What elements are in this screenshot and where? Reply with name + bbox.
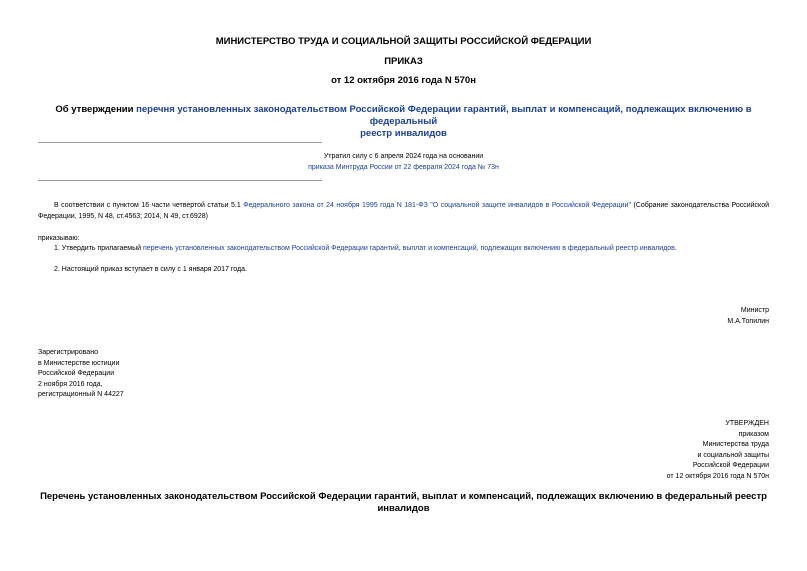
registration-line-2: в Министерстве юстиции — [38, 359, 120, 367]
doc-type-heading: ПРИКАЗ — [384, 56, 423, 67]
repeal-notice-text: Утратил силу с 6 апреля 2024 года на основании — [323, 153, 484, 160]
registration-line-4: 2 ноября 2016 года, — [38, 380, 103, 388]
registration-line-1: Зарегистрировано — [38, 349, 98, 356]
preamble-paragraph — [38, 201, 769, 222]
repeal-order-link[interactable]: приказа Минтруда России от 22 февраля 2024 года № 73н — [308, 163, 499, 171]
doc-date-heading: от 12 октября 2016 года N 570н — [331, 75, 476, 86]
document-title — [30, 104, 777, 140]
registration-line-3: Российской Федерации — [38, 370, 115, 377]
order-item-2: 2. Настоящий приказ вступает в силу с 1 января 2017 года. — [54, 266, 247, 273]
signature-position: Министр — [740, 307, 769, 314]
divider-bottom — [38, 180, 322, 181]
order-word: приказываю: — [38, 235, 80, 242]
approval-line-1: УТВЕРЖДЕН — [725, 420, 769, 427]
title-link-line1: перечня установленных законодательством Российской Федерации гарантий, выплат и компенсаций, подлежащих включению в федеральный — [136, 104, 752, 127]
approval-block — [667, 419, 769, 482]
registration-line-5: регистрационный N 44227 — [38, 391, 124, 398]
repeal-notice — [30, 152, 777, 173]
title-link-line2: реестр инвалидов — [360, 128, 447, 139]
signature-block — [727, 306, 769, 327]
list-title — [30, 491, 777, 515]
order-item-1 — [54, 244, 769, 255]
list-title-line-1: Перечень установленных законодательством Российской Федерации гарантий, выплат и компенсаций, подлежащих включению в федеральный реестр — [40, 491, 767, 502]
title-link[interactable] — [136, 104, 751, 139]
approval-line-4: и социальной защиты — [697, 451, 769, 459]
approval-line-5: Российской Федерации — [692, 462, 769, 469]
title-prefix: Об утверждении — [55, 104, 137, 115]
preamble-text-end: (Собрание законодательства Российской Федерации, 1995, N 48, ст.4563; 2014, N 49, ст.6928) — [38, 202, 769, 220]
approval-line-3: Министерства труда — [702, 441, 769, 448]
list-title-line-2: инвалидов — [377, 503, 430, 514]
divider-top — [38, 142, 322, 143]
approval-line-6: от 12 октября 2016 года N 570н — [666, 472, 769, 480]
ministry-heading: МИНИСТЕРСТВО ТРУДА И СОЦИАЛЬНОЙ ЗАЩИТЫ РОССИЙСКОЙ ФЕДЕРАЦИИ — [215, 36, 592, 47]
federal-law-link[interactable]: Федерального закона от 24 ноября 1995 года N 181-ФЗ "О социальной защите инвалидов в Российской Федерации" — [243, 202, 631, 209]
registration-block — [38, 348, 124, 401]
signature-name: М.А.Топилин — [727, 317, 769, 325]
approved-list-link[interactable]: перечень установленных законодательством Российской Федерации гарантий, выплат и компенсаций, подлежащих включению в федеральный реестр инвалидов — [142, 245, 675, 252]
item1-prefix: 1. Утвердить прилагаемый — [54, 245, 143, 252]
preamble-text-start: В соответствии с пунктом 16 части четвертой статьи 5.1 — [54, 202, 244, 209]
approval-line-2: приказом — [738, 430, 769, 438]
item1-suffix: . — [674, 245, 677, 252]
